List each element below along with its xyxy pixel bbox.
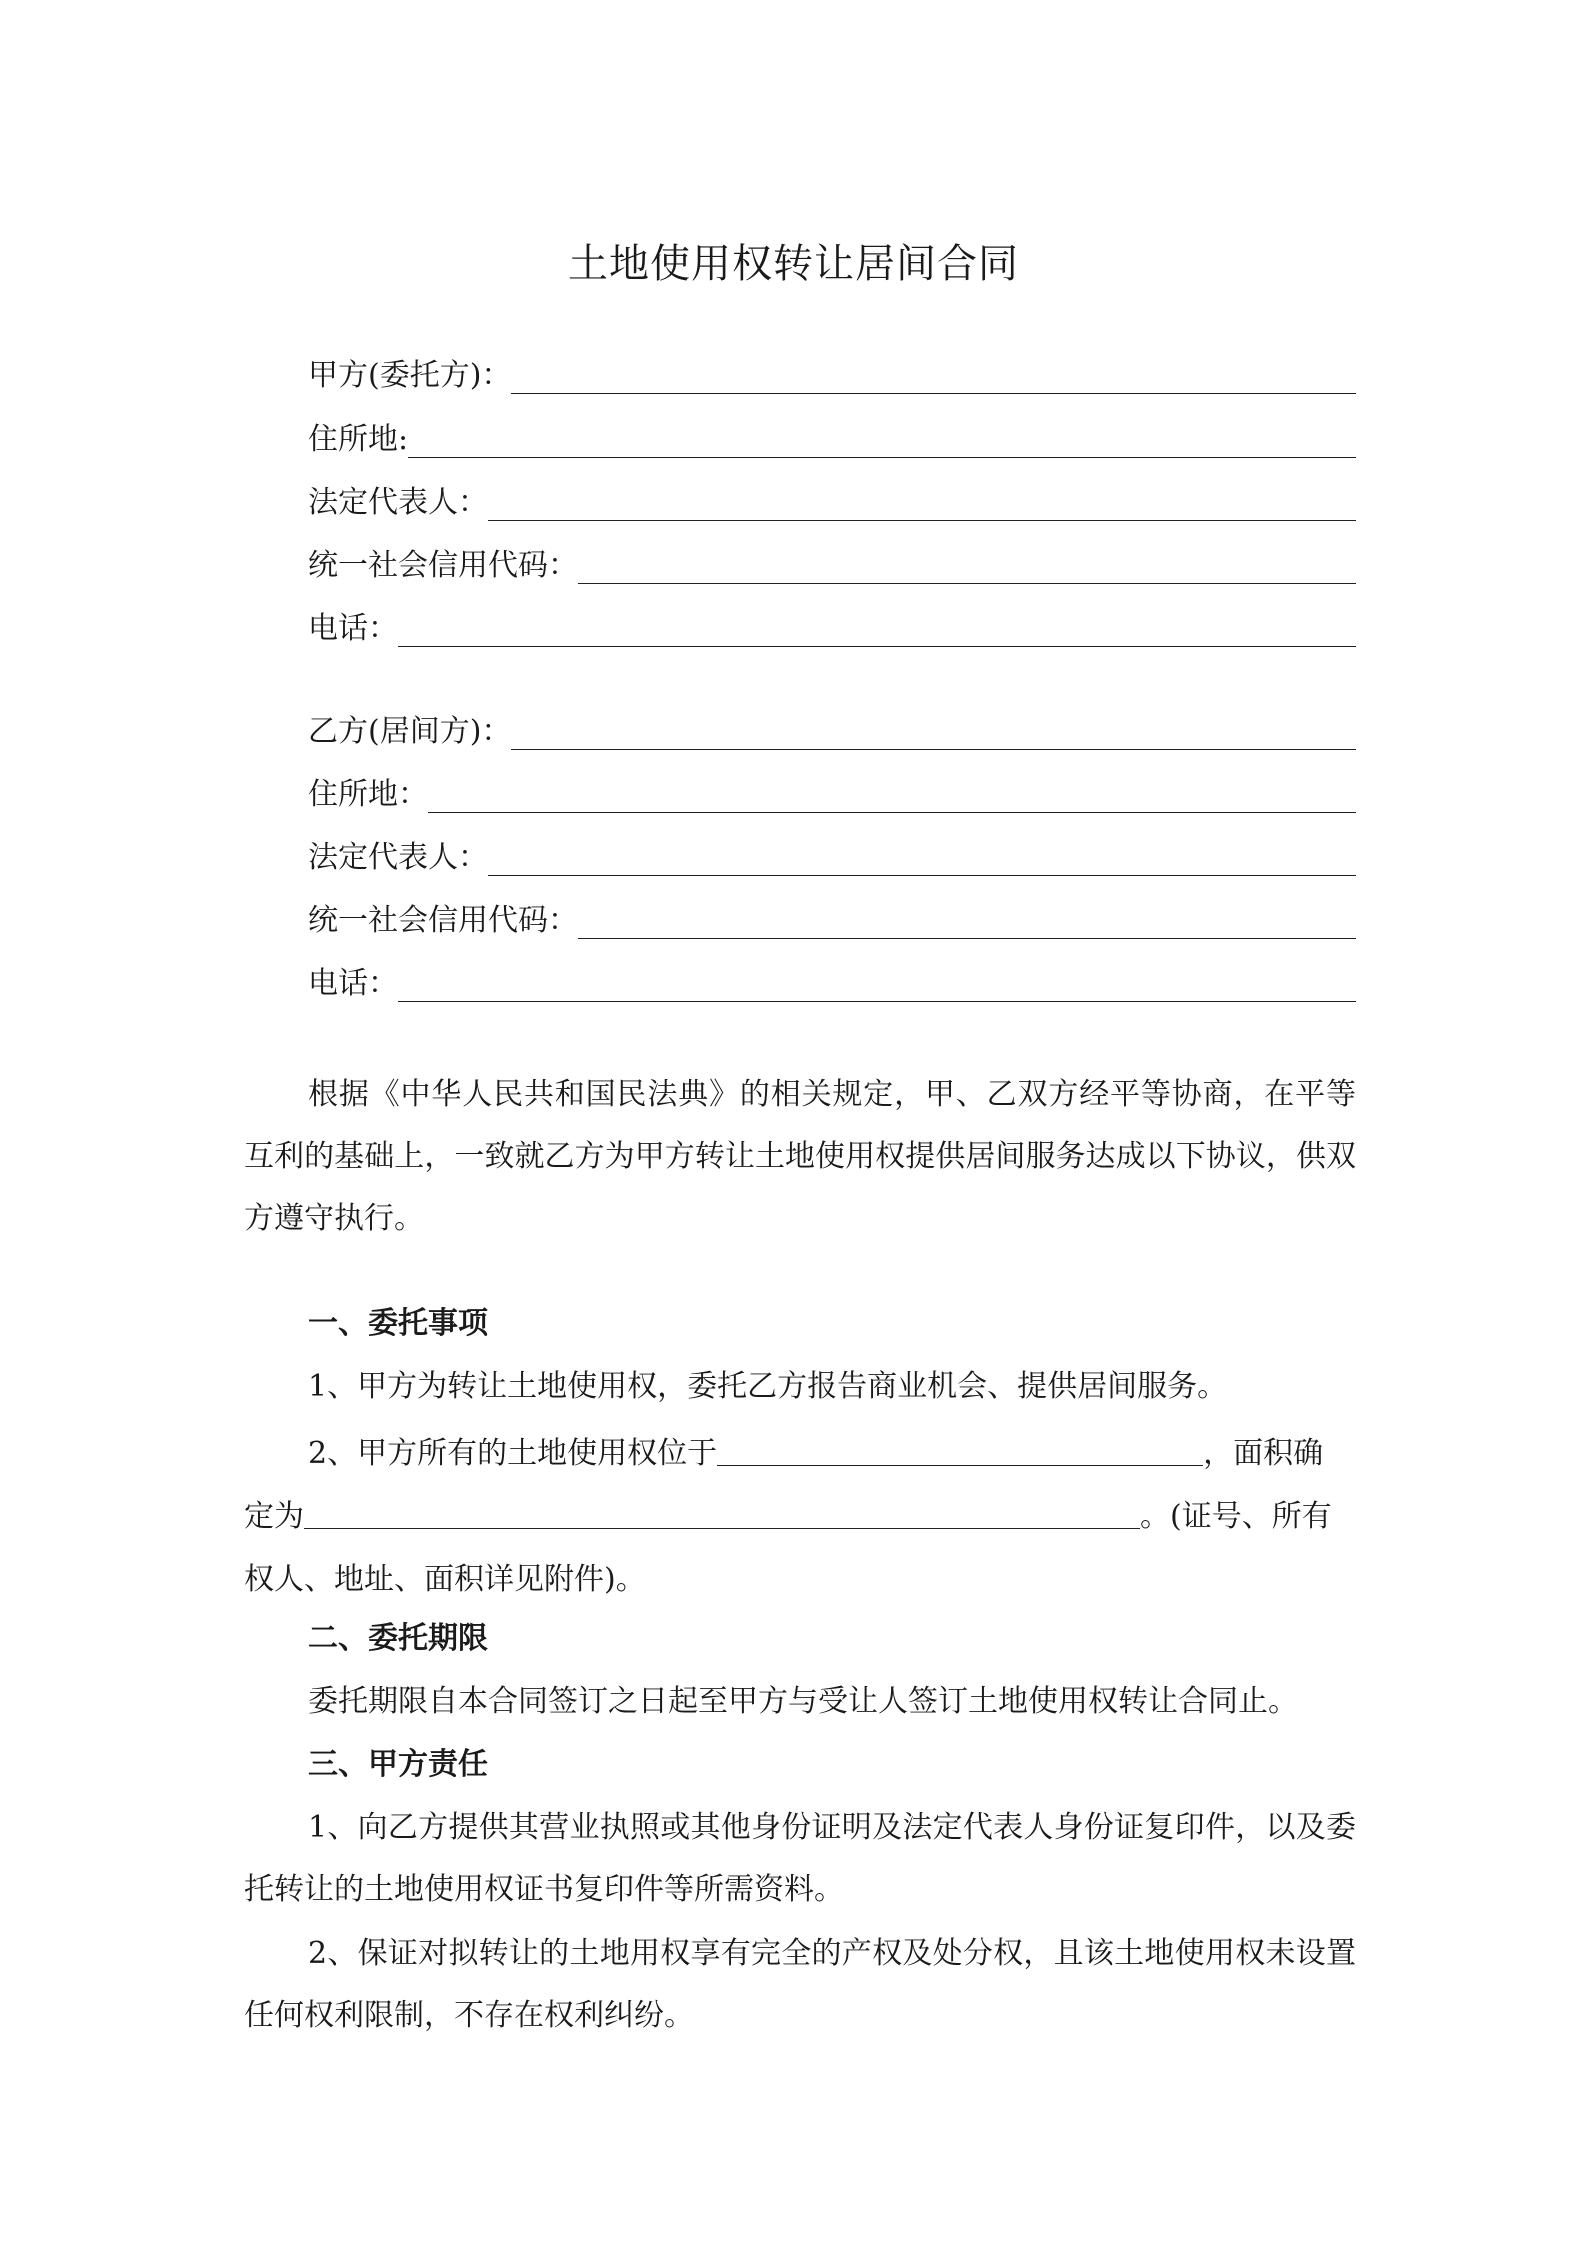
party-b-rep-label: 法定代表人： xyxy=(308,840,488,875)
party-b-rep-blank xyxy=(488,841,1356,876)
party-b-credit-blank xyxy=(578,904,1356,939)
party-b-phone-blank xyxy=(398,967,1356,1002)
party-a-rep-label: 法定代表人： xyxy=(308,485,488,520)
party-b-credit-label: 统一社会信用代码： xyxy=(308,903,578,938)
party-a-address-label: 住所地: xyxy=(308,422,409,457)
section-1-item-2-line-2-suffix: 。(证号、所有 xyxy=(1140,1499,1332,1534)
party-a-name-label: 甲方(委托方)： xyxy=(308,358,512,393)
section-1-item-2-mid: ，面积确 xyxy=(1203,1436,1324,1471)
party-b-rep-field xyxy=(308,834,1356,880)
party-a-credit-label: 统一社会信用代码： xyxy=(308,548,578,583)
party-b-name-blank xyxy=(511,715,1356,750)
land-location-blank xyxy=(717,1435,1203,1466)
party-a-name-blank xyxy=(511,359,1356,394)
section-2-heading: 二、委托期限 xyxy=(308,1621,488,1656)
party-b-address-blank xyxy=(428,778,1356,813)
party-a-name-field xyxy=(308,352,1356,398)
party-a-rep-field xyxy=(308,479,1356,525)
party-a-rep-blank xyxy=(488,486,1356,521)
section-1-item-2-line-2-prefix: 定为 xyxy=(244,1499,304,1534)
section-1-item-2-line-2 xyxy=(244,1482,1356,1544)
party-b-name-label: 乙方(居间方)： xyxy=(308,714,512,749)
preamble-paragraph: 根据《中华人民共和国民法典》的相关规定，甲、乙双方经平等协商，在平等互利的基础上，一致就乙方为甲方转让土地使用权提供居间服务达成以下协议，供双方遵守执行。 xyxy=(244,1077,1356,1236)
party-b-name-field xyxy=(308,708,1356,754)
section-1-item-2-line-1 xyxy=(244,1419,1356,1481)
party-a-credit-field xyxy=(308,542,1356,588)
party-a-phone-blank xyxy=(398,612,1356,647)
section-1-item-2-line-3 xyxy=(244,1545,1356,1607)
party-a-phone-field xyxy=(308,605,1356,651)
party-a-address-blank xyxy=(408,423,1356,458)
party-a-credit-blank xyxy=(578,549,1356,584)
section-2-text: 委托期限自本合同签订之日起至甲方与受让人签订土地使用权转让合同止。 xyxy=(308,1684,1298,1719)
section-1-item-2-prefix: 2、甲方所有的土地使用权位于 xyxy=(308,1436,718,1471)
section-3-item-2: 2、保证对拟转让的土地用权享有完全的产权及处分权，且该土地使用权未设置任何权利限制，不存在权利纠纷。 xyxy=(244,1936,1356,2033)
party-a-address-field xyxy=(308,416,1356,462)
section-3-item-1: 1、向乙方提供其营业执照或其他身份证明及法定代表人身份证复印件，以及委托转让的土地使用权证书复印件等所需资料。 xyxy=(244,1810,1356,1907)
party-b-address-label: 住所地： xyxy=(308,777,428,812)
section-1-item-1: 1、甲方为转让土地使用权，委托乙方报告商业机会、提供居间服务。 xyxy=(308,1369,1228,1404)
party-b-credit-field xyxy=(308,897,1356,943)
party-a-phone-label: 电话： xyxy=(308,611,398,646)
section-3-heading: 三、甲方责任 xyxy=(308,1747,488,1782)
party-b-address-field xyxy=(308,771,1356,817)
section-1-heading: 一、委托事项 xyxy=(308,1306,488,1341)
party-b-phone-field xyxy=(308,960,1356,1006)
contract-title: 土地使用权转让居间合同 xyxy=(568,241,1019,287)
section-1-item-2-line-3-text: 权人、地址、面积详见附件)。 xyxy=(244,1562,646,1597)
land-area-blank xyxy=(304,1498,1140,1529)
party-b-phone-label: 电话： xyxy=(308,966,398,1001)
